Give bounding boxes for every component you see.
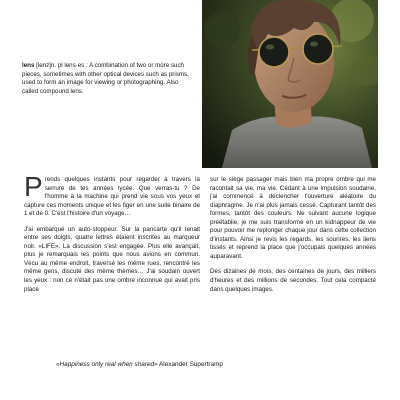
quote-author: Alexander Supertramp: [157, 361, 223, 368]
drop-cap: P: [24, 171, 43, 202]
quote-text: «Happiness only real when shared»: [56, 361, 158, 368]
dictionary-definition: [22, 62, 194, 96]
intro-paragraph: [24, 171, 200, 219]
portrait-photo: [202, 0, 378, 168]
article-paragraph-3: sur le siège passager mais bien ma propre ombre qui me racontait sa vie, ma vie. Cédant à une impulsion soudaine, j'ai commencé à déclencher l'ouverture aléatoire du diaphragme. Je n'ai plus jamais cessé. Capturant tantôt des formes, tantôt des couleurs. Ne suivant aucune logique préétablie, je me suis transformé en un kidnappeur de vie pour pouvoir me replonger chaque jour dans cette collection d'instants. Ainsi je revis les regards, les sourires, les liens tissés et reprend la place que j'occupais quelques années auparavant.: [210, 176, 376, 260]
article-column-left: [24, 171, 200, 301]
definition-pronunciation: [lenz]n. pl lens·es :: [34, 62, 90, 69]
article-paragraph-2: J'ai embarqué un auto-stoppeur. Sur la pancarte qu'il tenait entre ses doigts, quatre lettres étaient inscrites au marqueur noir. «LIFE». La discussion s'est engagée. Plus elle avançait, plus je remarquais les points que nous avions en commun. Vécu au même endroit, traversé les même rues, rencontré les même gens, discuté des même thèmes… J'ai soudain ouvert les yeux : non ce n'était pas une ombre inconnue qui avait pris place: [24, 225, 200, 293]
definition-term: lens: [22, 62, 35, 69]
intro-text: rends quelques instants pour regarder à travers la serrure de tes années lycée. Que verras-tu ? De l'homme à la machine qui prend vie sous vos yeux et capture ces moments unique et les figer en une suite binaire de 1 et de 0. C'est l'histoire d'un voyage…: [24, 176, 200, 218]
closing-quote: [56, 361, 376, 369]
article-column-right: [210, 176, 376, 301]
definition-text: A combination of two or more such pieces, sometimes with other optical devices such as prisms, used to form an image for viewing or photographing. Also called compound lens.: [22, 62, 189, 95]
article-paragraph-4: Des dizaines de mois, des centaines de jours, des milliers d'heures et des millions de secondes. Tout cela compacté dans quelques images.: [210, 268, 376, 293]
